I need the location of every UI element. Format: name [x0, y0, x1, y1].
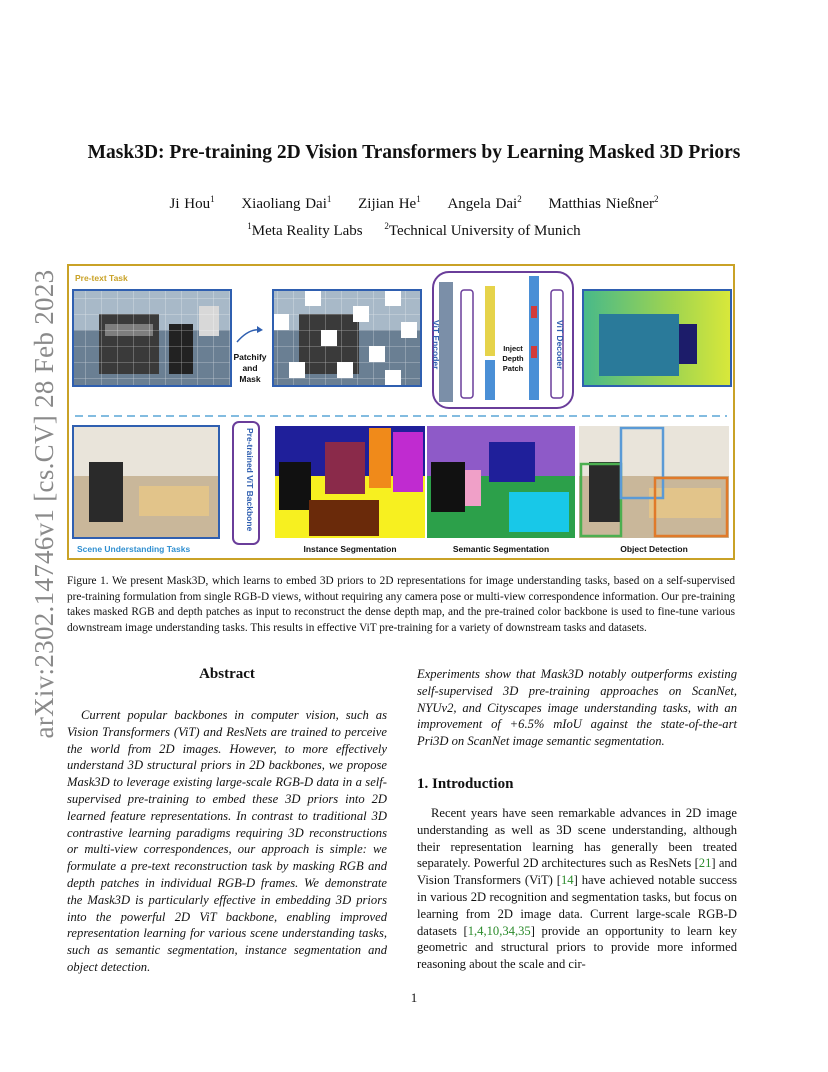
abstract-continuation: Experiments show that Mask3D notably outperforms existing self-supervised 3D pre-training approaches on ScanNet, NYUv2, and Cityscapes image understanding tasks, with an improvement of +6.5% mIoU against the state-of-the-art Pri3D on ScanNet image semantic segmentation. [417, 667, 737, 749]
author: Zijian He$^1$ [358, 194, 421, 212]
arxiv-identifier: arXiv:2302.14746v1 [cs.CV] 28 Feb 2023 [29, 269, 59, 739]
introduction-text: Recent years have seen remarkable advances in 2D image understanding as well as 3D scene understanding, although their representation learning has generally been treated separately. Powerful 2D architectures such as ResNets [21] and Vision Transformers (ViT) [14] have achieved notable success in various 2D recognition and segmentation tasks, but focus on learning from 2D image data. Current large-scale RGB-D datasets [1,4,10,34,35] provide an opportunity to learn key geometric and structural priors to provide more informed reasoning about the scale and cir- [417, 806, 738, 972]
semantic-seg-label: Semantic Segmentation [452, 544, 550, 554]
instance-segmentation-image [275, 426, 425, 538]
patchify-mask-label: Patchify and Mask [233, 352, 267, 384]
scene-image [73, 426, 219, 538]
affiliation-list [0, 221, 828, 240]
object-detection-label: Object Detection [620, 544, 688, 554]
vit-decoder-label: ViT Decoder [555, 320, 565, 370]
citation-link[interactable]: 1,4,10,34,35 [467, 923, 531, 938]
author: Matthias Nießner$^2$ [548, 194, 659, 212]
inject-depth-patch-label: Inject Depth Patch [502, 344, 524, 373]
figure-1 [67, 264, 735, 560]
scene-tasks-label: Scene Understanding Tasks [77, 544, 191, 554]
page-number: 1 [410, 990, 418, 1005]
object-detection-image [579, 426, 729, 538]
reconstructed-depth-map [583, 290, 731, 386]
instance-seg-label: Instance Segmentation [303, 544, 397, 554]
figure-illustration [69, 266, 733, 558]
citation-link[interactable]: 14 [561, 873, 574, 888]
abstract-heading: Abstract [199, 666, 255, 682]
citation-link[interactable]: 21 [698, 856, 712, 871]
abstract-text: Current popular backbones in computer vision, such as Vision Transformers (ViT) and ResNets are trained to perceive the world from 2D images. However, to more effectively understand 3D structural priors in 2D backbones, we propose Mask3D to leverage existing large-scale RGB-D data in a self-supervised pre-training to embed these 3D priors into 2D learned feature representations. In contrast to traditional 3D contrastive learning paradigms requiring 3D reconstructions or multi-view correspondences, our approach is simple: we formulate a pre-text reconstruction task by masking RGB and depth patches in individual RGB-D frames. We demonstrate the Mask3D is particularly effective in embedding 3D priors into the powerful 2D ViT backbone, enabling improved representation learning for various scene understanding tasks, such as semantic segmentation, instance segmentation and object detection. [67, 708, 387, 974]
rgb-input-image [73, 290, 231, 386]
vit-encoder-decoder-block [433, 272, 573, 408]
author-list [0, 194, 828, 213]
paper-title: Mask3D: Pre-training 2D Vision Transformers by Learning Masked 3D Priors [87, 142, 741, 163]
figure-caption: Figure 1. We present Mask3D, which learns to embed 3D priors to 2D representations for image understanding tasks, based on a self-supervised pre-training formulation from single RGB-D views, without requiring any camera pose or multi-view correspondence information. Our pre-training takes masked RGB and depth patches as input to reconstruct the dense depth map, and the pre-trained color backbone is used to fine-tune various downstream image understanding tasks. This results in effective ViT pre-training for a variety of downstream tasks and datasets. [67, 575, 735, 634]
author: Angela Dai$^2$ [447, 194, 522, 212]
masked-image [273, 290, 421, 386]
semantic-segmentation-image [427, 426, 575, 538]
author: Xiaoliang Dai$^1$ [241, 194, 332, 212]
author: Ji Hou$^1$ [169, 194, 215, 212]
affiliation: $^1$Meta Reality Labs [247, 221, 363, 239]
affiliation: $^2$Technical University of Munich [384, 221, 581, 239]
pretext-task-label: Pre-text Task [75, 273, 128, 283]
pretrained-backbone-label: Pre-trained ViT Backbone [245, 428, 255, 532]
section-heading-introduction: 1. Introduction [417, 776, 514, 792]
vit-encoder-label: ViT Encoder [431, 320, 441, 370]
